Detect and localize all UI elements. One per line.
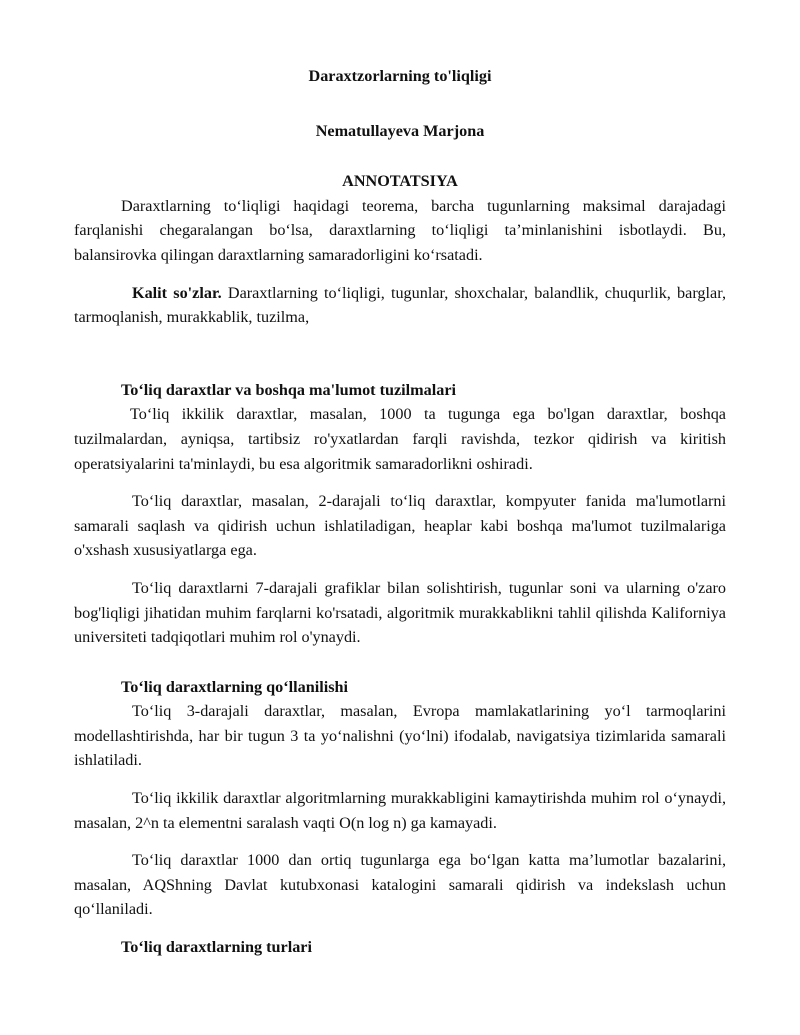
keywords-paragraph (74, 281, 726, 330)
section-heading-types: To‘liq daraxtlarning turlari (121, 938, 312, 957)
section-heading-complete-trees: To‘liq daraxtlar va boshqa ma'lumot tuzilmalari (121, 380, 457, 399)
author-name: Nematullayeva Marjona (315, 121, 485, 140)
keywords-label: Kalit so'zlar. (132, 283, 222, 302)
section-paragraph: To‘liq daraxtlar 1000 dan ortiq tugunlarga ega bo‘lgan katta ma’lumotlar bazalarini, masalan, AQShning Davlat kutubxonasi katalogini samarali qidirish va indekslash uchun qo‘llaniladi. (74, 851, 726, 919)
annotation-text: Daraxtlarning to‘liqligi haqidagi teorema, barcha tugunlarning maksimal darajadagi farqlanishi chegaralangan bo‘lsa, daraxtlarning to‘liqligi ta’minlanishini isbotlaydi. Bu, balansirovka qilingan daraxtlarning samaradorligini ko‘rsatadi. (74, 196, 726, 264)
section-paragraph: To‘liq ikkilik daraxtlar algoritmlarning murakkabligini kamaytirishda muhim rol o‘ynaydi, masalan, 2^n ta elementni saralash vaqti O(n log n) ga kamayadi. (74, 789, 726, 832)
section-paragraph: To‘liq 3-darajali daraxtlar, masalan, Evropa mamlakatlarining yo‘l tarmoqlarini modellashtirishda, har bir tugun 3 ta yo‘nalishni (yo‘lni) ifodalab, navigatsiya tizimlarida samarali ishlatiladi. (74, 702, 726, 770)
document-page (74, 64, 726, 960)
annotation-heading: ANNOTATSIYA (342, 172, 458, 191)
section-paragraph: To‘liq daraxtlar, masalan, 2-darajali to‘liq daraxtlar, kompyuter fanida ma'lumotlarni samarali saqlash va qidirish uchun ishlatiladigan, heaplar kabi boshqa ma'lumot tuzilmalariga o'xshash xususiyatlarga ega. (74, 492, 726, 560)
section-paragraph: To‘liq ikkilik daraxtlar, masalan, 1000 ta tugunga ega bo'lgan daraxtlar, boshqa tuzilmalardan, ayniqsa, tartibsiz ro'yxatlardan farqli ravishda, tezkor qidirish va kiritish operatsiyalarini ta'minlaydi, bu esa algoritmik samaradorlikni oshiradi. (74, 405, 726, 473)
section-paragraph: To‘liq daraxtlarni 7-darajali grafiklar bilan solishtirish, tugunlar soni va ularning o'zaro bog'liqligi jihatidan muhim farqlarni ko'rsatadi, algoritmik murakkablikni tahlil qilishda Kaliforniya universiteti tadqiqotlari muhim rol o'ynaydi. (74, 578, 726, 647)
document-title: Daraxtzorlarning to'liqligi (308, 67, 492, 85)
section-heading-applications: To‘liq daraxtlarning qo‘llanilishi (121, 677, 348, 696)
keywords-text: Daraxtlarning to‘liqligi, tugunlar, shoxchalar, balandlik, chuqurlik, barglar, tarmoqlanish, murakkablik, tuzilma, (74, 283, 726, 327)
